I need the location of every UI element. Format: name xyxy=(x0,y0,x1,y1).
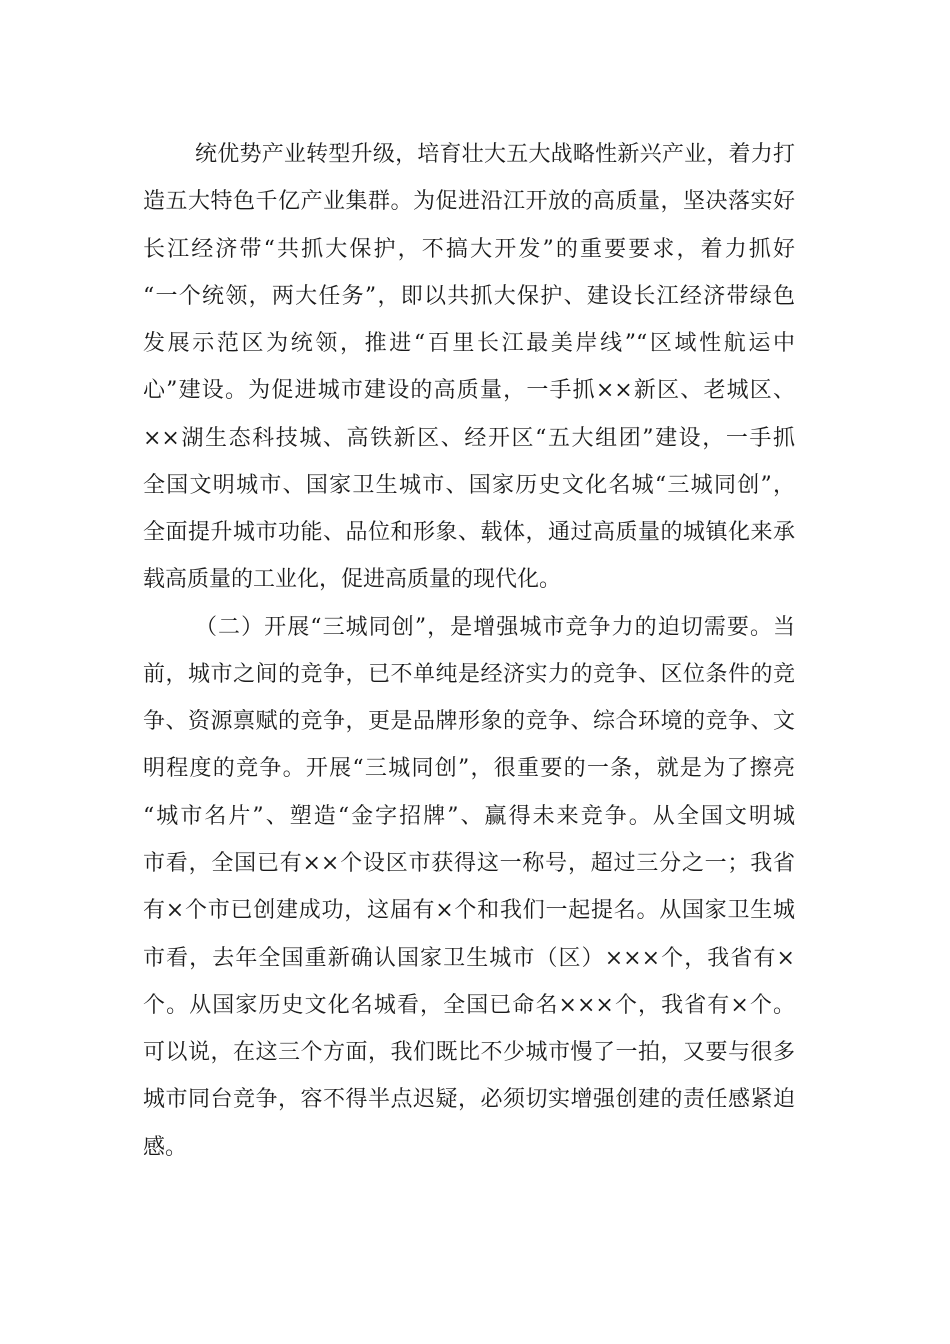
text-line: 全国文明城市、国家卫生城市、国家历史文化名城“三城同创”， xyxy=(143,472,795,498)
text-line: 造五大特色千亿产业集群。为促进沿江开放的高质量，坚决落实好 xyxy=(143,189,795,215)
text-line: 明程度的竞争。开展“三城同创”，很重要的一条，就是为了擦亮 xyxy=(143,756,795,782)
text-line: 可以说，在这三个方面，我们既比不少城市慢了一拍，又要与很多 xyxy=(143,1040,795,1066)
text-line: 个。从国家历史文化名城看，全国已命名×××个，我省有×个。 xyxy=(143,992,795,1018)
text-line: 全面提升城市功能、品位和形象、载体，通过高质量的城镇化来承 xyxy=(143,520,795,546)
text-line: 市看，去年全国重新确认国家卫生城市（区）×××个，我省有× xyxy=(143,945,795,971)
text-line: “城市名片”、塑造“金字招牌”、赢得未来竞争。从全国文明城 xyxy=(143,803,795,829)
text-line: （二）开展“三城同创”，是增强城市竞争力的迫切需要。当 xyxy=(195,614,795,640)
text-line: 市看，全国已有××个设区市获得这一称号，超过三分之一；我省 xyxy=(143,850,795,876)
text-line: 载高质量的工业化，促进高质量的现代化。 xyxy=(143,567,562,593)
text-line: ××湖生态科技城、高铁新区、经开区“五大组团”建设，一手抓 xyxy=(143,425,795,451)
text-line: 有×个市已创建成功，这届有×个和我们一起提名。从国家卫生城 xyxy=(143,898,795,924)
text-line: 心”建设。为促进城市建设的高质量，一手抓××新区、老城区、 xyxy=(143,378,795,404)
text-line: 城市同台竞争，容不得半点迟疑，必须切实增强创建的责任感紧迫 xyxy=(143,1087,795,1113)
text-line: 统优势产业转型升级，培育壮大五大战略性新兴产业，着力打 xyxy=(195,142,795,167)
text-line: 前，城市之间的竞争，已不单纯是经济实力的竞争、区位条件的竞 xyxy=(143,661,795,687)
document-body xyxy=(143,131,795,1171)
paragraph xyxy=(143,131,795,604)
paragraph xyxy=(143,604,795,1171)
text-line: 发展示范区为统领，推进“百里长江最美岸线”“区域性航运中 xyxy=(143,331,795,357)
text-line: 争、资源禀赋的竞争，更是品牌形象的竞争、综合环境的竞争、文 xyxy=(143,709,795,735)
text-line: 感。 xyxy=(143,1134,188,1160)
text-line: “一个统领，两大任务”，即以共抓大保护、建设长江经济带绿色 xyxy=(143,283,795,309)
text-line: 长江经济带“共抓大保护，不搞大开发”的重要要求，着力抓好 xyxy=(143,236,795,262)
